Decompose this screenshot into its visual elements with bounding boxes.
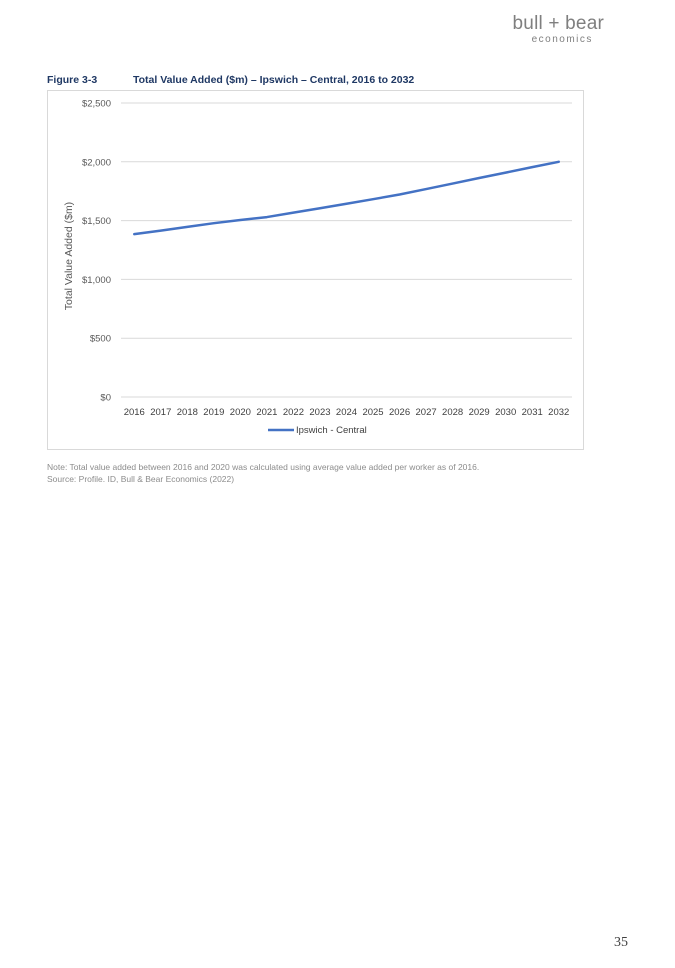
x-tick-label: 2027 — [415, 407, 437, 418]
y-tick-label: $2,000 — [81, 157, 111, 169]
series-lines — [134, 162, 558, 234]
x-tick-label: 2032 — [548, 407, 570, 418]
x-tick-label: 2017 — [150, 407, 172, 418]
chart-container — [47, 90, 584, 450]
y-tick-label: $1,500 — [81, 216, 111, 228]
y-tick-label: $500 — [89, 333, 111, 345]
figure-title: Total Value Added ($m) – Ipswich – Central, 2016 to 2032 — [133, 74, 415, 86]
x-tick-label: 2031 — [521, 407, 543, 418]
x-tick-label: 2021 — [256, 407, 278, 418]
series-line — [134, 162, 558, 234]
line-chart — [48, 91, 585, 451]
y-tick-label: $2,500 — [81, 98, 111, 110]
y-tick-label: $0 — [100, 392, 111, 404]
y-axis-label: Total Value Added ($m) — [63, 201, 75, 311]
source-text: Source: Profile. ID, Bull & Bear Economics (2022) — [47, 474, 235, 484]
logo-subtext: economics — [531, 34, 593, 45]
bull-bear-logo — [513, 14, 604, 46]
legend — [268, 425, 367, 436]
x-tick-label: 2018 — [176, 407, 198, 418]
y-tick-label: $1,000 — [81, 274, 111, 286]
x-tick-label: 2026 — [388, 407, 411, 418]
x-tick-label: 2025 — [362, 407, 384, 418]
figure-number: Figure 3-3 — [47, 74, 98, 86]
x-tick-label: 2030 — [495, 407, 517, 418]
x-tick-label: 2020 — [229, 407, 251, 418]
x-tick-labels — [124, 407, 570, 418]
x-tick-label: 2028 — [442, 407, 464, 418]
x-tick-label: 2022 — [282, 407, 305, 418]
x-tick-label: 2019 — [203, 407, 225, 418]
logo-text: bull + bear — [512, 13, 604, 34]
legend-label: Ipswich - Central — [296, 425, 367, 436]
gridlines — [121, 103, 572, 397]
figure-notes — [47, 461, 479, 485]
page-number: 35 — [614, 935, 628, 950]
x-tick-label: 2023 — [309, 407, 331, 418]
x-tick-label: 2029 — [468, 407, 490, 418]
x-tick-label: 2016 — [123, 407, 145, 418]
figure-caption — [47, 74, 414, 86]
y-tick-labels — [82, 99, 111, 404]
x-tick-label: 2024 — [335, 407, 358, 418]
note-text: Note: Total value added between 2016 and 2020 was calculated using average value added per worker as of 2016. — [47, 462, 480, 472]
